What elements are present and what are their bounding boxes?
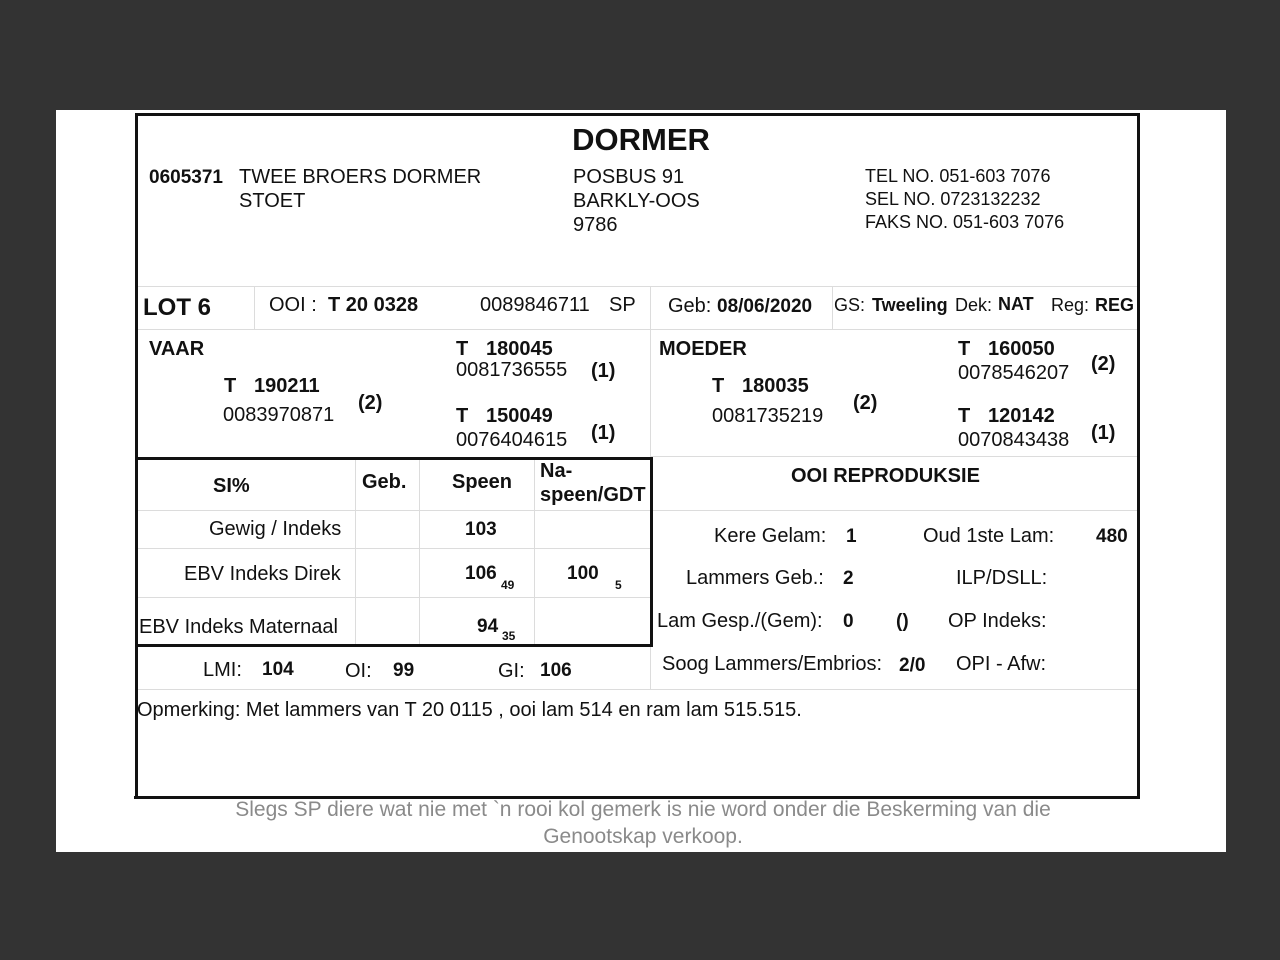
breed-title: DORMER [572,122,710,157]
lam-gesp-value: 0 [843,611,854,632]
divider [138,597,650,598]
vaar-number: 190211 [254,375,320,397]
speen-header: Speen [452,471,513,493]
breeder-address: 9786 [573,214,618,236]
oi-label: OI: [345,660,372,682]
moeder-tag: T [712,375,725,397]
vaar-sire-id: 0081736555 [456,359,568,381]
lam-gem-value: () [896,611,909,632]
vaar-dam-number: 150049 [486,405,553,427]
naspeen-header: Na- [540,460,573,482]
si-header: SI% [213,475,250,497]
reg-value: REG [1095,295,1135,315]
oud-1ste-lam-label: Oud 1ste Lam: [923,525,1055,547]
naspeen-header: speen/GDT [540,484,646,506]
lmi-label: LMI: [203,659,242,681]
moeder-number: 180035 [742,375,809,397]
breeder-address: POSBUS 91 [573,166,685,188]
gs-label: GS: [834,295,866,315]
soog-label: Soog Lammers/Embrios: [662,653,883,675]
divider [534,460,535,646]
dek-label: Dek: [955,295,993,315]
op-indeks-label: OP Indeks: [948,610,1047,632]
oi-value: 99 [393,660,415,681]
vaar-id: 0083970871 [223,404,335,426]
dek-value: NAT [998,294,1034,314]
gi-value: 106 [540,660,572,681]
divider [138,548,650,549]
vaar-sire-count: (1) [591,360,616,382]
si-table-border [136,457,653,460]
kere-gelam-label: Kere Gelam: [714,525,827,547]
si-row-speen-sub: 49 [501,578,515,592]
remark: Opmerking: Met lammers van T 20 0115 , ooi lam 514 en ram lam 515.515. [137,699,802,721]
ooi-label: OOI : [269,294,317,316]
ilp-dsll-label: ILP/DSLL: [956,567,1048,589]
footer-notice: Genootskap verkoop. [543,825,743,848]
breeder-number: 0605371 [149,167,223,188]
breeder-sel: SEL NO. 0723132232 [865,189,1041,209]
vaar-dam-count: (1) [591,422,616,444]
moeder-sire-count: (2) [1091,353,1116,375]
moeder-count: (2) [853,392,878,414]
footer-notice: Slegs SP diere wat nie met `n rooi kol gemerk is nie word onder die Beskerming van die [235,798,1051,821]
moeder-dam-tag: T [958,405,971,427]
divider [136,329,1138,330]
vaar-count: (2) [358,392,383,414]
catalogue-sheet [56,110,1226,852]
si-row-speen: 103 [465,519,497,540]
si-row-naspeen: 100 [567,563,599,584]
moeder-dam-id: 0070843438 [958,429,1070,451]
divider [254,286,255,329]
lammers-geb-label: Lammers Geb.: [686,567,824,589]
status-badge: SP [609,294,636,316]
opi-afw-label: OPI - Afw: [956,653,1047,675]
moeder-label: MOEDER [659,338,747,360]
vaar-sire-tag: T [456,338,469,360]
frame-border [135,113,138,799]
breeder-name: STOET [239,190,306,212]
si-row-speen-sub: 35 [502,629,516,643]
moeder-sire-tag: T [958,338,971,360]
geb-label: Geb: [668,295,712,317]
divider [136,689,1138,690]
divider [832,286,833,329]
moeder-id: 0081735219 [712,405,824,427]
divider [136,286,1138,287]
reproduction-title: OOI REPRODUKSIE [791,465,980,487]
lam-gesp-label: Lam Gesp./(Gem): [657,610,823,632]
lammers-geb-value: 2 [843,568,854,589]
breeder-name: TWEE BROERS DORMER [239,166,482,188]
breeder-tel: TEL NO. 051-603 7076 [865,166,1051,186]
si-row-label: EBV Indeks Direk [184,563,341,585]
vaar-label: VAAR [149,338,205,360]
vaar-dam-tag: T [456,405,469,427]
oud-1ste-lam-value: 480 [1096,526,1128,547]
vaar-tag: T [224,375,237,397]
si-row-speen: 94 [477,616,499,637]
lmi-value: 104 [262,659,294,680]
kere-gelam-value: 1 [846,526,857,547]
breeder-faks: FAKS NO. 051-603 7076 [865,212,1065,232]
ewe-id-number: 0089846711 [480,294,590,316]
vaar-dam-id: 0076404615 [456,429,568,451]
divider [650,510,1138,511]
soog-value: 2/0 [899,655,926,676]
gi-label: GI: [498,660,525,682]
lot-label: LOT 6 [143,294,212,321]
divider [138,510,650,511]
geb-header: Geb. [362,471,407,493]
breeder-address: BARKLY-OOS [573,190,700,212]
si-table-border [136,644,653,647]
si-table-border [650,457,653,647]
si-row-label: Gewig / Indeks [209,518,342,540]
si-row-speen: 106 [465,563,497,584]
divider [650,456,1138,457]
divider [355,460,356,646]
reg-label: Reg: [1051,295,1090,315]
moeder-sire-number: 160050 [988,338,1055,360]
ooi-value: T 20 0328 [328,294,419,316]
divider [419,460,420,646]
geb-value: 08/06/2020 [717,296,813,317]
gs-value: Tweeling [872,295,948,315]
moeder-dam-number: 120142 [988,405,1055,427]
moeder-dam-count: (1) [1091,422,1116,444]
vaar-sire-number: 180045 [486,338,553,360]
si-row-label: EBV Indeks Maternaal [139,616,338,638]
frame-border [135,113,1140,116]
si-row-naspeen-sub: 5 [615,578,622,592]
moeder-sire-id: 0078546207 [958,362,1070,384]
frame-border [1137,113,1140,799]
